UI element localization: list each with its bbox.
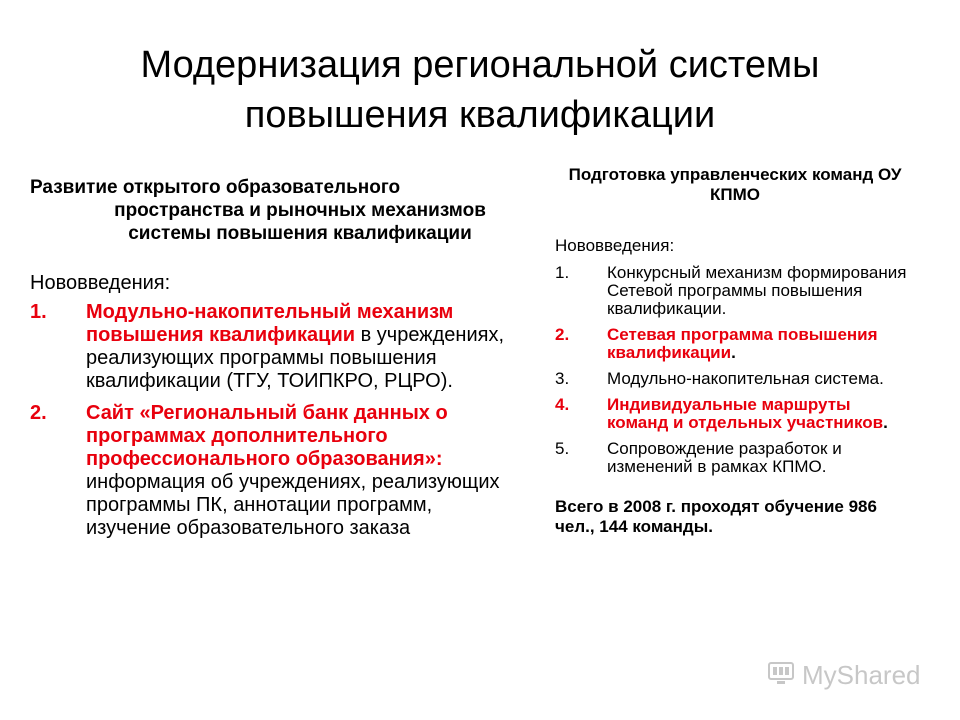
right-innovations-list xyxy=(555,264,915,476)
left-heading-rest: пространства и рыночных механизмов системы повышения квалификации xyxy=(114,200,486,244)
list-item-text: Конкурсный механизм формирования Сетевой программы повышения квалификации. xyxy=(607,263,907,318)
slide-title-line-1: Модернизация региональной системы xyxy=(140,44,820,86)
list-item-highlight: Сайт «Региональный банк данных о программах дополнительного профессионального образования»: xyxy=(86,402,448,470)
right-innovations-label: Нововведения: xyxy=(555,236,675,255)
list-item xyxy=(555,326,915,362)
list-item-highlight: Модульно-накопительный механизм повышения квалификации xyxy=(86,301,454,346)
list-item xyxy=(555,440,915,476)
list-item xyxy=(555,396,915,432)
list-item-number: 4. xyxy=(555,395,570,414)
list-item-text: Модульно-накопительная система. xyxy=(607,369,884,388)
list-item xyxy=(555,370,915,388)
list-item-text: . xyxy=(883,413,888,432)
list-item-text: Сопровождение разработок и изменений в рамках КПМО. xyxy=(607,439,842,476)
list-item xyxy=(30,301,510,393)
list-item xyxy=(555,264,915,318)
list-item-text: в учреждениях, реализующих программы повышения квалификации (ТГУ, ТОИПКРО, РЦРО). xyxy=(86,324,505,392)
right-column-heading: Подготовка управленческих команд ОУ КПМО xyxy=(568,165,902,204)
right-column xyxy=(555,165,915,537)
list-item-number: 2. xyxy=(555,325,570,344)
list-item xyxy=(30,402,510,540)
left-column xyxy=(30,176,510,549)
list-item-number: 1. xyxy=(555,263,570,282)
watermark-text: MyShared xyxy=(802,660,921,690)
total-summary: Всего в 2008 г. проходят обучение 986 чел., 144 команды. xyxy=(555,497,877,536)
list-item-number: 2. xyxy=(30,402,47,424)
slide-title xyxy=(40,40,920,140)
left-innovations-list xyxy=(30,301,510,540)
list-item-number: 5. xyxy=(555,439,570,458)
left-innovations-label: Нововведения: xyxy=(30,272,171,294)
list-item-highlight: Индивидуальные маршруты команд и отдельных участников xyxy=(607,395,884,432)
list-item-number: 1. xyxy=(30,301,47,323)
list-item-highlight: Сетевая программа повышения квалификации xyxy=(607,325,878,362)
left-heading-line-1: Развитие открытого образовательного xyxy=(30,177,401,198)
left-column-heading xyxy=(30,176,510,245)
list-item-text: . xyxy=(731,343,736,362)
slide-title-line-2: повышения квалификации xyxy=(244,94,716,136)
monitor-icon xyxy=(768,662,794,686)
list-item-number: 3. xyxy=(555,369,570,388)
watermark xyxy=(762,656,932,696)
list-item-text: информация об учреждениях, реализующих программы ПК, аннотации программ, изучение образовательного заказа xyxy=(86,471,500,539)
